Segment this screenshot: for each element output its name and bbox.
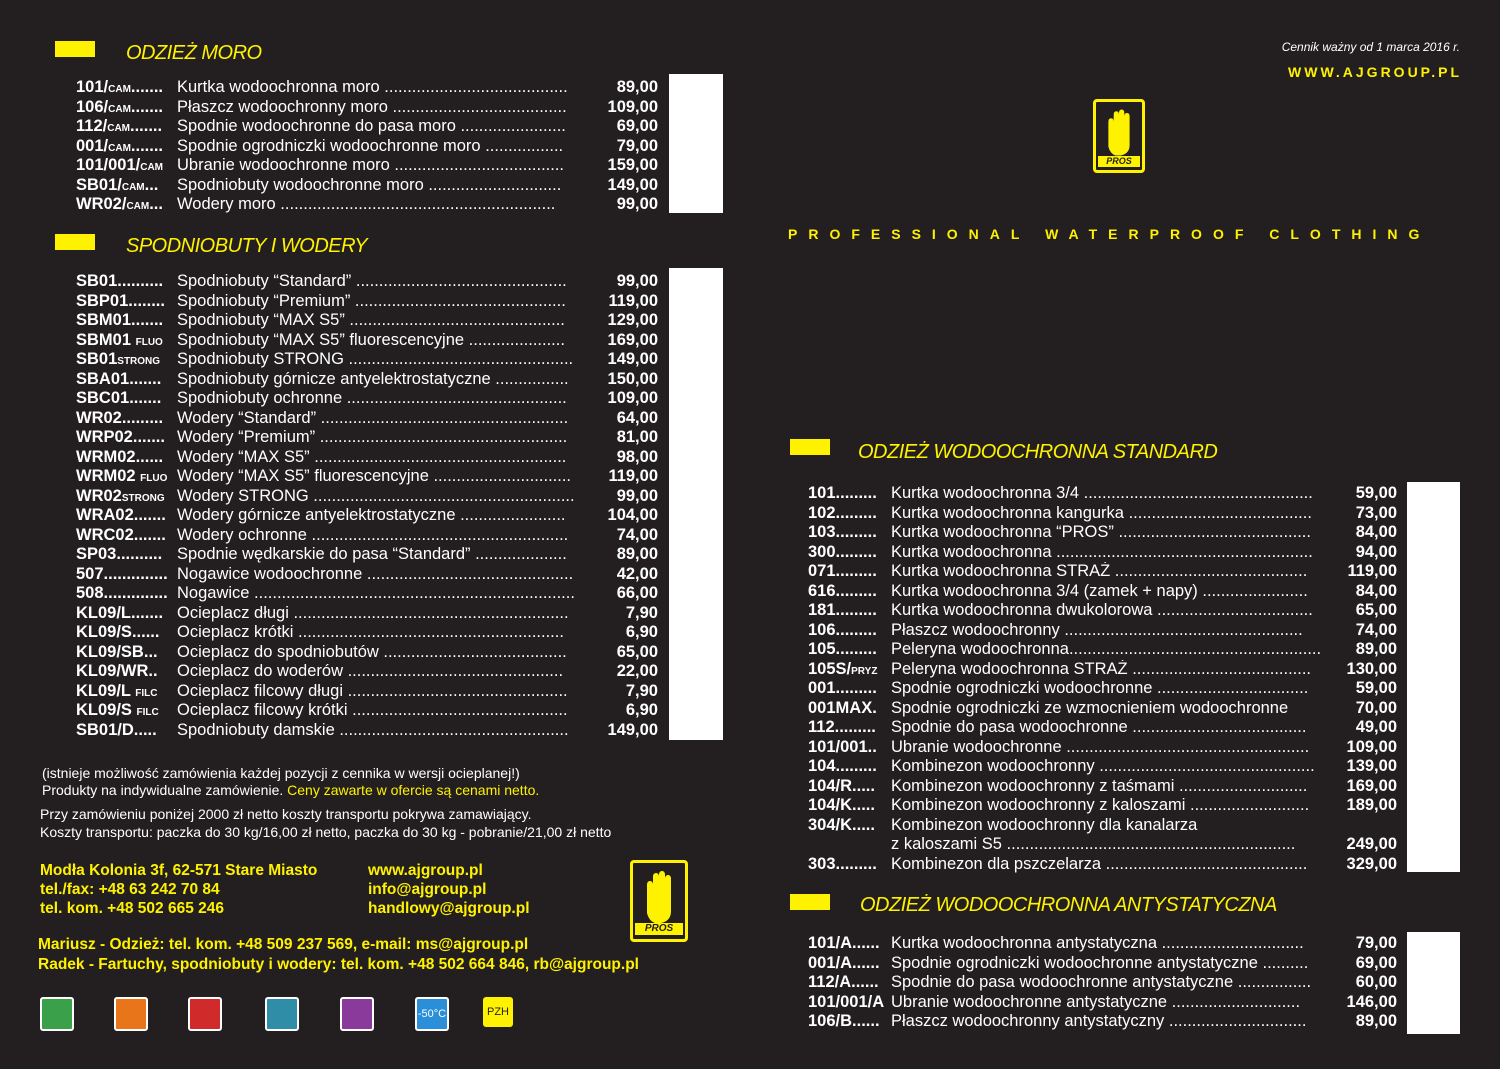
product-code: 112/CAM....... (76, 117, 163, 135)
product-price: 169,00 (1346, 776, 1397, 795)
product-name: Ubranie wodoochronne ..................................................... (891, 737, 1310, 756)
price-row (76, 292, 658, 312)
product-price: 49,00 (1355, 718, 1397, 736)
product-name: Kurtka wodoochronna 3/4 (zamek + napy) ....................... (891, 581, 1308, 600)
product-name: Spodnie wodoochronne do pasa moro ....................... (177, 117, 566, 135)
note-net-prices: Ceny zawarte w ofercie są cenami netto. (287, 782, 540, 798)
product-code: WR02/CAM... (76, 195, 163, 213)
note-transport-threshold: Przy zamówieniu poniżej 2000 zł netto koszty transportu pokrywa zamawiający. (40, 806, 532, 822)
product-code: 112/A...... (808, 973, 879, 991)
product-name: Wodery “Premium” ...................................................... (177, 428, 568, 446)
price-row (808, 973, 1397, 993)
product-code: 001/CAM....... (76, 136, 163, 155)
product-code: KL09/S...... (76, 623, 160, 641)
product-price: 84,00 (1355, 523, 1397, 541)
product-code: SP03.......... (76, 545, 163, 563)
product-name: Wodery górnicze antyelektrostatyczne ....................... (177, 506, 566, 524)
product-name: Spodniobuty “MAX S5” fluorescencyjne ..................... (177, 330, 565, 349)
product-name: Spodnie do pasa wodoochronne ...................................... (891, 718, 1307, 736)
price-row (76, 195, 658, 215)
product-code: 105......... (808, 640, 877, 658)
price-row (808, 660, 1397, 680)
product-name: Ocieplacz do spodniobutów ........................................ (177, 642, 567, 661)
antistatic-icon (265, 997, 299, 1031)
product-name: Ocieplacz do woderów ............................................... (177, 662, 564, 680)
product-price: 104,00 (607, 506, 658, 524)
price-row (808, 777, 1397, 797)
product-code: SB01.......... (76, 272, 164, 290)
product-name: Ocieplacz długi ............................................................ (177, 603, 569, 622)
product-code: WRP02....... (76, 428, 165, 446)
product-code: 001MAX. (808, 698, 877, 717)
price-row (76, 584, 658, 604)
product-code: 103......... (808, 523, 877, 541)
price-row (76, 506, 658, 526)
contact-block (40, 861, 317, 918)
product-name: Spodnie ogrodniczki wodoochronne moro ................. (177, 136, 564, 155)
product-code: WRC02....... (76, 525, 166, 544)
product-price: 129,00 (607, 311, 658, 329)
pzh-icon: PZH (483, 997, 513, 1027)
product-code: 101/001/CAM (76, 156, 164, 174)
order-box-moro[interactable] (669, 74, 723, 213)
product-price: 6,90 (625, 623, 658, 641)
product-price: 149,00 (607, 720, 658, 739)
pros-logo (630, 860, 688, 942)
standard-price-list (808, 484, 1397, 874)
product-price: 109,00 (607, 389, 658, 407)
product-price: 65,00 (616, 642, 658, 661)
product-name: Ocieplacz filcowy długi ................................................ (177, 681, 568, 700)
product-name: Spodnie do pasa wodoochronne antystatyczne ................ (891, 973, 1312, 991)
product-code: 106/B...... (808, 1012, 880, 1030)
price-row (808, 718, 1397, 738)
product-price: 169,00 (607, 330, 658, 349)
price-row (76, 448, 658, 468)
product-code: SB01STRONG (76, 350, 161, 368)
product-code: WR02STRONG (76, 486, 165, 505)
price-row (808, 523, 1397, 543)
product-name: Kurtka wodoochronna “PROS” .......................................... (891, 523, 1311, 541)
product-name: Kombinezon wodoochronny z kaloszami .......................... (891, 796, 1310, 814)
price-row (76, 565, 658, 585)
product-name: Spodnie wędkarskie do pasa “Standard” .................... (177, 545, 567, 563)
price-row (76, 487, 658, 507)
logo-text: PROS (635, 923, 683, 935)
price-row (76, 389, 658, 409)
product-price: 84,00 (1355, 581, 1397, 600)
product-code: 105S/PRYZ (808, 659, 878, 678)
price-row (76, 721, 658, 741)
price-row (76, 701, 658, 721)
product-price: 119,00 (1347, 562, 1397, 580)
email-info-link[interactable]: info@ajgroup.pl (368, 881, 487, 898)
product-price: 69,00 (616, 117, 658, 135)
product-price: 59,00 (1355, 484, 1397, 502)
product-price: 89,00 (1355, 1012, 1397, 1030)
product-code: 106......... (808, 620, 877, 639)
price-row (76, 272, 658, 292)
product-price: 74,00 (616, 525, 658, 544)
product-code: KL09/WR.. (76, 662, 158, 680)
price-row (808, 484, 1397, 504)
section-title-spodniobuty: SPODNIOBUTY I WODERY (126, 235, 368, 257)
contact-radek: Radek - Fartuchy, spodniobuty i wodery: tel. kom. +48 502 664 846, rb@ajgroup.pl (38, 956, 639, 973)
product-name: Kurtka wodoochronna dwukolorowa .................................. (891, 601, 1313, 619)
chemical-icon (340, 997, 374, 1031)
product-code: KL09/SB... (76, 642, 158, 661)
hi-vis-vest-icon (114, 997, 148, 1031)
price-row (76, 545, 658, 565)
product-price: 6,90 (625, 701, 658, 719)
contact-mariusz: Mariusz - Odzież: tel. kom. +48 509 237 569, e-mail: ms@ajgroup.pl (38, 936, 529, 953)
price-row (76, 331, 658, 351)
product-code: KL09/L FILC (76, 681, 158, 700)
umbrella-icon (40, 997, 74, 1031)
product-price: 139,00 (1346, 757, 1397, 775)
order-box-antistatic[interactable] (1407, 932, 1460, 1034)
flame-icon (188, 997, 222, 1031)
snowflake-icon: -50°C (415, 997, 449, 1031)
pros-logo-large (1093, 99, 1145, 173)
product-price: 66,00 (616, 584, 658, 602)
website-header[interactable]: WWW.AJGROUP.PL (1288, 64, 1462, 80)
product-price: 149,00 (607, 350, 658, 368)
product-code: WRA02....... (76, 506, 166, 524)
product-price: 73,00 (1355, 503, 1397, 522)
product-code: 106/CAM....... (76, 97, 163, 116)
price-row (76, 682, 658, 702)
product-name: Ocieplacz filcowy krótki ............................................... (177, 701, 568, 719)
product-name: Kombinezon wodoochronny dla kanalarza (891, 815, 1198, 834)
product-price: 130,00 (1346, 659, 1397, 678)
price-row (76, 311, 658, 331)
product-name: Spodniobuty wodoochronne moro ............................. (177, 175, 562, 194)
product-code: SB01/D..... (76, 720, 157, 739)
product-price: 64,00 (616, 408, 658, 427)
product-price: 94,00 (1355, 542, 1397, 561)
product-price: 119,00 (608, 291, 658, 310)
product-code: 104/R..... (808, 776, 875, 795)
website-link[interactable]: www.ajgroup.pl (368, 862, 483, 879)
product-name: Spodniobuty STRONG ................................................. (177, 350, 574, 368)
price-row (808, 621, 1397, 641)
product-name: Kombinezon dla pszczelarza ............................................ (891, 854, 1308, 873)
product-code: 071......... (808, 562, 877, 580)
product-name: Wodery “MAX S5” fluorescencyjne .............................. (177, 467, 571, 485)
product-price: 119,00 (608, 467, 658, 485)
product-price: 70,00 (1355, 698, 1397, 717)
price-row (76, 428, 658, 448)
product-name: Kurtka wodoochronna STRAŻ .......................................... (891, 562, 1308, 580)
product-price: 79,00 (1355, 934, 1397, 952)
product-name: Wodery “MAX S5” ....................................................... (177, 447, 567, 466)
product-name: Nogawice wodoochronne ............................................. (177, 564, 574, 583)
product-name: Płaszcz wodoochronny moro ...................................... (177, 97, 567, 116)
product-name: Wodery “Standard” ...................................................... (177, 408, 569, 427)
product-price: 189,00 (1346, 796, 1397, 814)
price-row (76, 662, 658, 682)
price-row (808, 504, 1397, 524)
product-code: 112......... (808, 718, 876, 736)
price-row (808, 954, 1397, 974)
price-row (76, 78, 658, 98)
product-code: 101/001.. (808, 737, 877, 756)
price-row (808, 993, 1397, 1013)
price-row (76, 98, 658, 118)
price-row (76, 176, 658, 196)
price-row (808, 934, 1397, 954)
product-price: 89,00 (1355, 640, 1397, 658)
price-row (76, 409, 658, 429)
product-name: Kombinezon wodoochronny z taśmami ............................ (891, 776, 1308, 795)
product-price: 149,00 (607, 175, 658, 194)
address: Modła Kolonia 3f, 62-571 Stare Miasto (40, 862, 318, 879)
product-code: 101/CAM....... (76, 78, 163, 96)
product-price: 60,00 (1355, 973, 1397, 991)
product-price: 7,90 (625, 681, 658, 700)
price-row (76, 350, 658, 370)
price-row (808, 582, 1397, 602)
product-code: WR02......... (76, 408, 164, 427)
spodniobuty-price-list (76, 272, 658, 740)
product-price: 99,00 (616, 195, 658, 213)
product-name: Wodery moro ............................................................ (177, 195, 556, 213)
product-name: Płaszcz wodoochronny antystatyczny .............................. (891, 1012, 1307, 1030)
email-sales-link[interactable]: handlowy@ajgroup.pl (368, 900, 530, 917)
price-row (808, 738, 1397, 758)
product-price: 89,00 (616, 545, 658, 563)
tel-mobile: tel. kom. +48 502 665 246 (40, 900, 224, 917)
price-row (808, 796, 1397, 816)
product-code: SB01/CAM... (76, 175, 159, 194)
product-code: 101/A...... (808, 934, 880, 952)
validity-note: Cennik ważny od 1 marca 2016 r. (1281, 40, 1460, 54)
product-price: 109,00 (1346, 737, 1397, 756)
price-row (808, 855, 1397, 875)
section-title-moro: ODZIEŻ MORO (126, 42, 262, 64)
section-title-standard: ODZIEŻ WODOOCHRONNA STANDARD (858, 441, 1218, 463)
product-code: 101/001/A (808, 992, 885, 1011)
product-price: 89,00 (616, 78, 658, 96)
product-code: KL09/L....... (76, 603, 164, 622)
product-name: Ocieplacz krótki .......................................................... (177, 623, 564, 641)
product-name: Ubranie wodoochronne antystatyczne ............................ (891, 992, 1301, 1011)
product-code: 304/K..... (808, 815, 875, 834)
price-row (808, 1012, 1397, 1032)
product-name: Peleryna wodoochronna....................................................... (891, 640, 1322, 658)
product-name: Spodniobuty górnicze antyelektrostatyczne ................ (177, 369, 569, 388)
product-price: 42,00 (616, 564, 658, 583)
product-name: Kurtka wodoochronna kangurka ........................................ (891, 503, 1312, 522)
product-code: 104/K..... (808, 796, 875, 814)
product-code: 300......... (808, 542, 877, 561)
product-price: 81,00 (616, 428, 658, 446)
price-row (76, 604, 658, 624)
product-name: Nogawice ...................................................................... (177, 584, 575, 602)
product-name: Ubranie wodoochronne moro ..................................... (177, 156, 564, 174)
product-name: Spodnie ogrodniczki wodoochronne ................................. (891, 679, 1309, 697)
section-marker (55, 41, 95, 57)
product-name: Kurtka wodoochronna antystatyczna ............................... (891, 934, 1304, 952)
price-row (808, 699, 1397, 719)
price-row (808, 601, 1397, 621)
product-price: 150,00 (607, 369, 658, 388)
price-row (76, 137, 658, 157)
product-price: 79,00 (616, 136, 658, 155)
price-row (808, 757, 1397, 777)
product-name: Płaszcz wodoochronny .................................................... (891, 620, 1303, 639)
product-code: 616......... (808, 581, 877, 600)
price-row (76, 623, 658, 643)
product-name: Spodnie ogrodniczki wodoochronne antystatyczne .......... (891, 953, 1309, 972)
antistatic-price-list (808, 934, 1397, 1032)
product-code: WRM02 FLUO (76, 467, 168, 485)
moro-price-list (76, 78, 658, 215)
product-name: Spodnie ogrodniczki ze wzmocnieniem wodoochronne (891, 698, 1289, 717)
product-price: 99,00 (616, 486, 658, 505)
product-name: Peleryna wodoochronna STRAŻ ....................................... (891, 659, 1311, 678)
tel-fax: tel./fax: +48 63 242 70 84 (40, 881, 220, 898)
product-price: 74,00 (1355, 620, 1397, 639)
note-individual (42, 782, 539, 798)
product-code: SBM01....... (76, 311, 164, 329)
section-marker (790, 894, 830, 910)
product-name: Kurtka wodoochronna 3/4 .................................................. (891, 484, 1313, 502)
product-code: 102......... (808, 503, 877, 522)
price-row (808, 562, 1397, 582)
product-price: 109,00 (607, 97, 658, 116)
web-contact-block (368, 861, 530, 918)
note-individual-text: Produkty na indywidualne zamówienie. (42, 782, 288, 798)
price-row (76, 643, 658, 663)
note-insulated: (istnieje możliwość zamówienia każdej pozycji z cennika w wersji ocieplanej!) (42, 765, 520, 781)
section-title-antistatic: ODZIEŻ WODOOCHRONNA ANTYSTATYCZNA (860, 894, 1277, 916)
section-marker (790, 439, 830, 455)
product-name: Spodniobuty “Standard” .............................................. (177, 272, 567, 290)
product-code: 303......... (808, 854, 877, 873)
product-code: SBP01........ (76, 291, 165, 310)
price-row (76, 526, 658, 546)
price-row (808, 835, 1397, 855)
product-price: 159,00 (607, 156, 658, 174)
order-box-standard[interactable] (1407, 482, 1460, 872)
product-name: Spodniobuty ochronne ................................................ (177, 389, 567, 407)
price-row (808, 679, 1397, 699)
product-code: KL09/S FILC (76, 701, 159, 719)
logo-text: PROS (1098, 156, 1140, 167)
price-row (76, 467, 658, 487)
product-name: Wodery STRONG ......................................................... (177, 486, 575, 505)
tagline: PROFESSIONAL WATERPROOF CLOTHING (788, 226, 1431, 242)
product-name: Spodniobuty “Premium” .............................................. (177, 291, 566, 310)
product-code: 508.............. (76, 584, 168, 602)
product-price: 99,00 (616, 272, 658, 290)
product-name: Kombinezon wodoochronny ............................................... (891, 757, 1315, 775)
product-price: 7,90 (625, 603, 658, 622)
product-code: SBM01 FLUO (76, 330, 163, 349)
person-contacts (38, 935, 639, 975)
product-price: 69,00 (1355, 953, 1397, 972)
price-row (76, 370, 658, 390)
product-code: 507.............. (76, 564, 168, 583)
product-name: Spodniobuty damskie .................................................. (177, 720, 569, 739)
order-box-spodniobuty[interactable] (669, 268, 723, 740)
product-code: 001......... (808, 679, 877, 697)
price-row (76, 117, 658, 137)
product-price: 65,00 (1355, 601, 1397, 619)
product-price: 329,00 (1346, 854, 1397, 873)
section-marker (55, 234, 95, 250)
note-transport-costs: Koszty transportu: paczka do 30 kg/16,00 zł netto, paczka do 30 kg - pobranie/21,00 zł netto (40, 824, 612, 840)
product-name: Kurtka wodoochronna moro ........................................ (177, 78, 568, 96)
product-code: 181......... (808, 601, 877, 619)
product-price: 22,00 (616, 662, 658, 680)
product-price: 146,00 (1346, 992, 1397, 1011)
product-name: Kurtka wodoochronna ........................................................ (891, 542, 1313, 561)
product-code: WRM02...... (76, 447, 164, 466)
product-code: 001/A...... (808, 953, 880, 972)
product-code: SBC01....... (76, 389, 162, 407)
product-code: 101......... (808, 484, 877, 502)
product-code: 104......... (808, 757, 877, 775)
product-name: z kaloszami S5 ............................................................... (891, 835, 1296, 853)
product-code: SBA01....... (76, 369, 162, 388)
product-name: Spodniobuty “MAX S5” ............................................... (177, 311, 565, 329)
price-row (808, 816, 1397, 836)
price-row (808, 543, 1397, 563)
price-row (76, 156, 658, 176)
product-price: 59,00 (1355, 679, 1397, 697)
product-name: Wodery ochronne ........................................................ (177, 525, 569, 544)
product-price: 249,00 (1346, 835, 1397, 853)
price-row (808, 640, 1397, 660)
product-price: 98,00 (616, 447, 658, 466)
